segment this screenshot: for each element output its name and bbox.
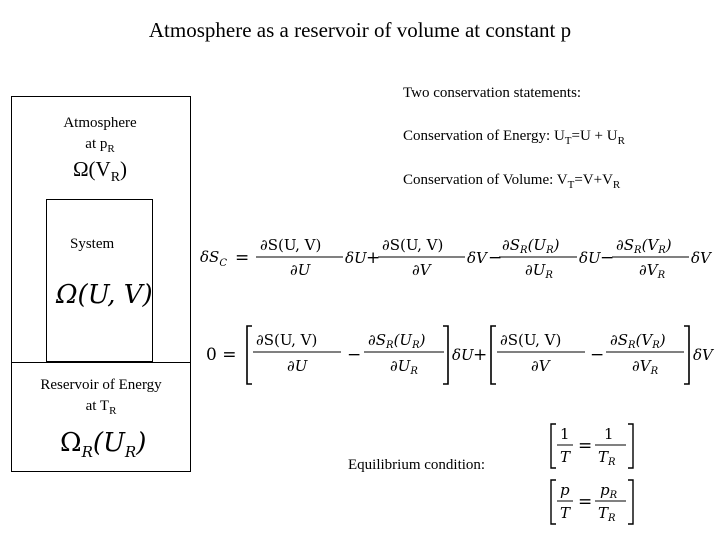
equilibrium-label: Equilibrium condition: — [348, 457, 486, 473]
svg-text:−: − — [488, 248, 503, 268]
svg-text:δU: δU — [345, 249, 367, 267]
svg-text:+: + — [366, 248, 381, 268]
svg-text:=: = — [578, 492, 593, 512]
svg-text:=: = — [578, 436, 593, 456]
svg-text:∂S(U, V): ∂S(U, V) — [382, 236, 444, 254]
svg-text:δU: δU — [452, 346, 474, 364]
svg-text:1: 1 — [604, 425, 614, 443]
svg-text:−: − — [347, 345, 362, 365]
svg-text:∂V: ∂V — [412, 261, 431, 279]
svg-text:δU: δU — [579, 249, 601, 267]
svg-text:1: 1 — [560, 425, 570, 443]
svg-text:∂UR: $\partial U_R$ — [390, 357, 418, 377]
svg-text:∂UR: $\partial U_R$ — [525, 261, 553, 281]
pressure-equality-condition — [548, 476, 648, 528]
svg-text:+: + — [473, 345, 488, 365]
energy-conservation-line: Conservation of Energy: $U_T=U + U_R$ — [403, 128, 625, 147]
atmosphere-omega: $\Omega(V_R)$ — [72, 157, 128, 186]
svg-text:pR: $p_R$ — [600, 481, 618, 501]
temperature-equality-condition — [548, 420, 648, 472]
svg-text:0 =: 0 = — [206, 345, 237, 365]
svg-text:T: T — [560, 504, 571, 522]
svg-text:∂VR: $\partial V_R$ — [639, 261, 666, 281]
svg-text:∂V: ∂V — [531, 357, 550, 375]
equilibrium-variation-equation — [196, 320, 718, 390]
reservoir-divider — [11, 362, 191, 363]
svg-text:TR: $T_R$ — [598, 448, 616, 468]
svg-text:∂S(U, V): ∂S(U, V) — [256, 331, 318, 349]
entropy-change-equation — [196, 228, 718, 288]
reservoir-omega: $\Omega_R(U_R)$ — [60, 428, 147, 462]
svg-text:δSC: $\delta S_C$ — [200, 248, 227, 269]
reservoir-label: Reservoir of Energy — [40, 377, 162, 393]
system-omega: Ω(U, V) — [56, 280, 153, 310]
svg-text:∂SR(VR): $\partial S_R(V_R)$ — [616, 236, 672, 256]
svg-text:∂SR(VR): $\partial S_R(V_R)$ — [610, 331, 666, 351]
svg-text:TR: $T_R$ — [598, 504, 616, 524]
svg-text:∂U: ∂U — [287, 357, 308, 375]
atmosphere-label: Atmosphere — [63, 115, 137, 131]
svg-text:T: T — [560, 448, 571, 466]
svg-text:∂VR: $\partial V_R$ — [632, 357, 659, 377]
svg-text:−: − — [590, 345, 605, 365]
svg-text:−: − — [600, 248, 615, 268]
svg-text:∂S(U, V): ∂S(U, V) — [260, 236, 322, 254]
svg-text:∂SR(UR): $\partial S_R(U_R)$ — [368, 331, 426, 351]
volume-conservation-line: Conservation of Volume: $V_T=V+V_R$ — [403, 172, 621, 191]
svg-text:δV: δV — [691, 249, 711, 267]
svg-text:∂U: ∂U — [290, 261, 311, 279]
reservoir-temperature-label: at $T_R$ — [85, 398, 117, 417]
svg-text:∂S(U, V): ∂S(U, V) — [500, 331, 562, 349]
system-label: System — [70, 236, 115, 252]
svg-text:=: = — [235, 248, 250, 268]
svg-text:δV: δV — [693, 346, 713, 364]
atmosphere-pressure-label: at $p_R$ — [85, 136, 115, 155]
svg-text:∂SR(UR): $\partial S_R(U_R)$ — [502, 236, 560, 256]
conservation-heading: Two conservation statements: — [403, 85, 582, 101]
svg-text:δV: δV — [467, 249, 487, 267]
slide-title: Atmosphere as a reservoir of volume at constant p — [148, 18, 572, 42]
svg-text:p: p — [560, 481, 570, 499]
